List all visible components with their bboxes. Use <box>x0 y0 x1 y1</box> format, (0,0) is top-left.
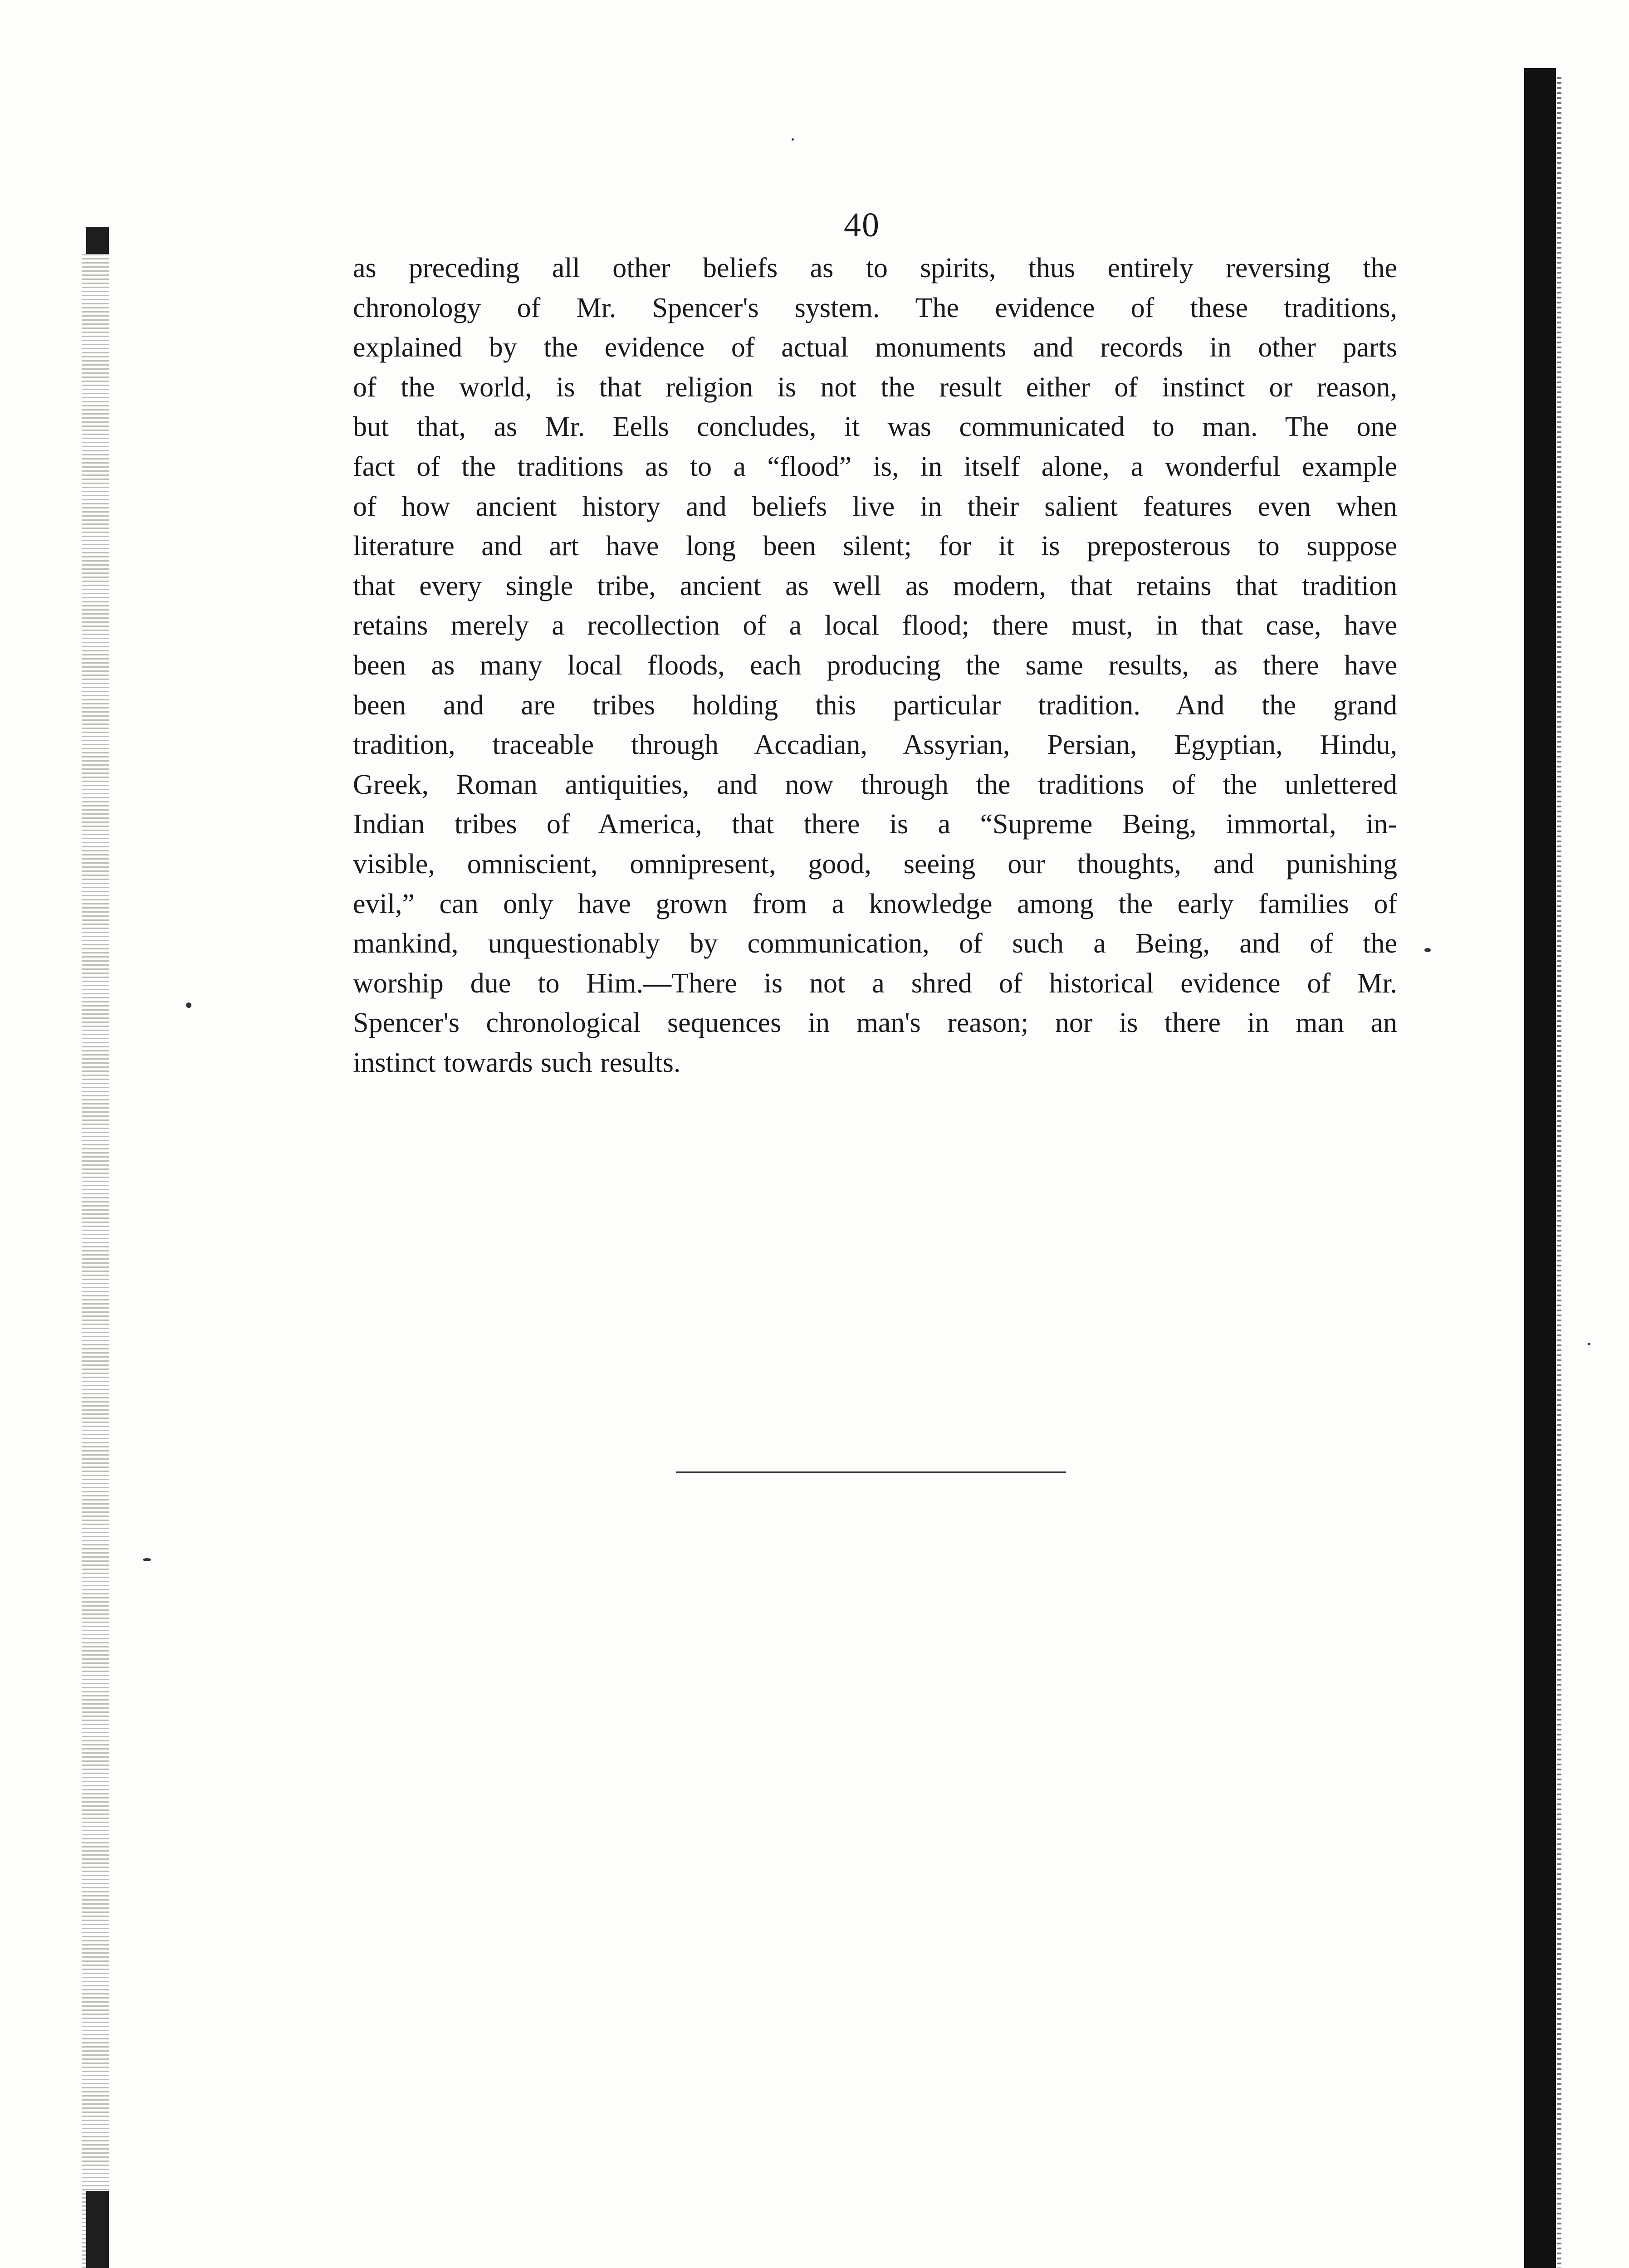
text-line: Spencer's chronological sequences in man's reason; nor is there in man an <box>353 1007 1397 1039</box>
text-line: that every single tribe, ancient as well as modern, that retains that tradition <box>353 570 1397 601</box>
text-line: fact of the traditions as to a “flood” is, in itself alone, a wonderful example <box>353 451 1397 482</box>
text-line: been as many local floods, each producing the same results, as there have <box>353 650 1397 681</box>
text-line: explained by the evidence of actual monuments and records in other parts <box>353 332 1397 363</box>
scan-speck <box>1588 1343 1590 1345</box>
left-binding-mark-bottom <box>86 2191 109 2268</box>
text-line: retains merely a recollection of a local flood; there must, in that case, have <box>353 610 1397 641</box>
text-line: evil,” can only have grown from a knowledge among the early families of <box>353 888 1397 919</box>
left-binding-mark-top <box>86 227 109 254</box>
scan-speck <box>792 138 794 141</box>
text-line: Greek, Roman antiquities, and now through the traditions of the unlettered <box>353 769 1397 800</box>
scan-speck <box>186 1002 191 1008</box>
text-line: tradition, traceable through Accadian, Assyrian, Persian, Egyptian, Hindu, <box>353 729 1397 761</box>
text-line: been and are tribes holding this particular tradition. And the grand <box>353 689 1397 721</box>
right-binding-edge <box>1524 68 1556 2268</box>
scan-speck <box>1424 948 1431 952</box>
text-line: literature and art have long been silent; for it is preposterous to suppose <box>353 531 1397 562</box>
text-line: of how ancient history and beliefs live in their salient features even when <box>353 491 1397 522</box>
left-binding-edge <box>82 254 109 2268</box>
right-binding-texture <box>1557 77 1561 2268</box>
text-line: instinct towards such results. <box>353 1047 681 1078</box>
page-number: 40 <box>844 206 880 244</box>
text-line: but that, as Mr. Eells concludes, it was communicated to man. The one <box>353 411 1397 443</box>
body-paragraph <box>353 249 1397 1083</box>
text-line: worship due to Him.—There is not a shred of historical evidence of Mr. <box>353 968 1397 999</box>
text-line: chronology of Mr. Spencer's system. The evidence of these traditions, <box>353 292 1397 323</box>
text-line: of the world, is that religion is not the result either of instinct or reason, <box>353 371 1397 403</box>
text-line: mankind, unquestionably by communication, of such a Being, and of the <box>353 928 1397 959</box>
text-line: visible, omniscient, omnipresent, good, seeing our thoughts, and punishing <box>353 848 1397 880</box>
text-line: as preceding all other beliefs as to spirits, thus entirely reversing the <box>353 253 1397 284</box>
text-line: Indian tribes of America, that there is a “Supreme Being, immortal, in- <box>353 809 1397 840</box>
section-divider-rule <box>676 1471 1066 1473</box>
scan-speck <box>143 1558 151 1561</box>
